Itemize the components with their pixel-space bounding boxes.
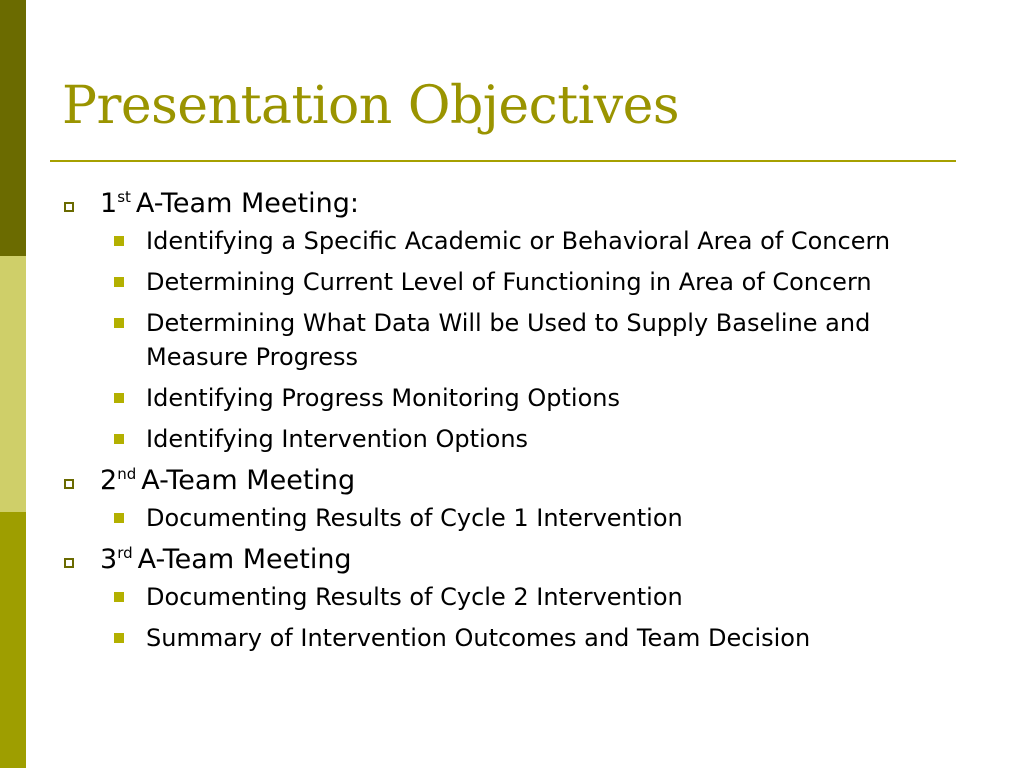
sub-bullet-item [62, 224, 962, 258]
left-accent-bar-bottom [0, 512, 26, 768]
hollow-square-bullet-icon [64, 479, 74, 489]
left-accent-bar-top [0, 0, 26, 256]
sub-bullet-item [62, 381, 962, 415]
filled-square-bullet-icon [114, 434, 124, 444]
filled-square-bullet-icon [114, 513, 124, 523]
sub-bullet-item [62, 306, 962, 374]
filled-square-bullet-icon [114, 277, 124, 287]
meeting-number: 2 [100, 465, 118, 496]
sub-bullet-text: Determining Current Level of Functioning in Area of Concern [146, 268, 872, 296]
meeting-item-1 [62, 186, 962, 222]
sub-bullet-item [62, 621, 962, 655]
sub-bullet-list [62, 224, 962, 456]
sub-bullet-text: Determining What Data Will be Used to Supply Baseline and Measure Progress [146, 309, 871, 371]
filled-square-bullet-icon [114, 592, 124, 602]
meeting-item-3 [62, 542, 962, 578]
sub-bullet-item [62, 580, 962, 614]
meeting-label: A-Team Meeting [141, 465, 356, 496]
sub-bullet-text: Documenting Results of Cycle 1 Intervention [146, 504, 683, 532]
ordinal-suffix: st [117, 188, 131, 206]
ordinal-suffix: rd [117, 544, 133, 562]
hollow-square-bullet-icon [64, 202, 74, 212]
filled-square-bullet-icon [114, 318, 124, 328]
ordinal-suffix: nd [117, 465, 137, 483]
bullet-content [62, 186, 962, 662]
sub-bullet-text: Summary of Intervention Outcomes and Team Decision [146, 624, 811, 652]
sub-bullet-text: Identifying Progress Monitoring Options [146, 384, 620, 412]
filled-square-bullet-icon [114, 393, 124, 403]
sub-bullet-item [62, 265, 962, 299]
meeting-number: 3 [100, 544, 118, 575]
meeting-label: A-Team Meeting: [135, 188, 359, 219]
sub-bullet-list [62, 580, 962, 655]
title-underline-rule [50, 160, 956, 162]
filled-square-bullet-icon [114, 633, 124, 643]
filled-square-bullet-icon [114, 236, 124, 246]
left-accent-bar-middle [0, 256, 26, 512]
sub-bullet-item [62, 501, 962, 535]
sub-bullet-text: Identifying a Specific Academic or Behavioral Area of Concern [146, 227, 891, 255]
meeting-item-2 [62, 463, 962, 499]
sub-bullet-text: Documenting Results of Cycle 2 Intervention [146, 583, 683, 611]
sub-bullet-text: Identifying Intervention Options [146, 425, 529, 453]
sub-bullet-list [62, 501, 962, 535]
slide-title: Presentation Objectives [62, 76, 680, 136]
meeting-label: A-Team Meeting [137, 544, 352, 575]
sub-bullet-item [62, 422, 962, 456]
hollow-square-bullet-icon [64, 558, 74, 568]
meeting-number: 1 [100, 188, 118, 219]
